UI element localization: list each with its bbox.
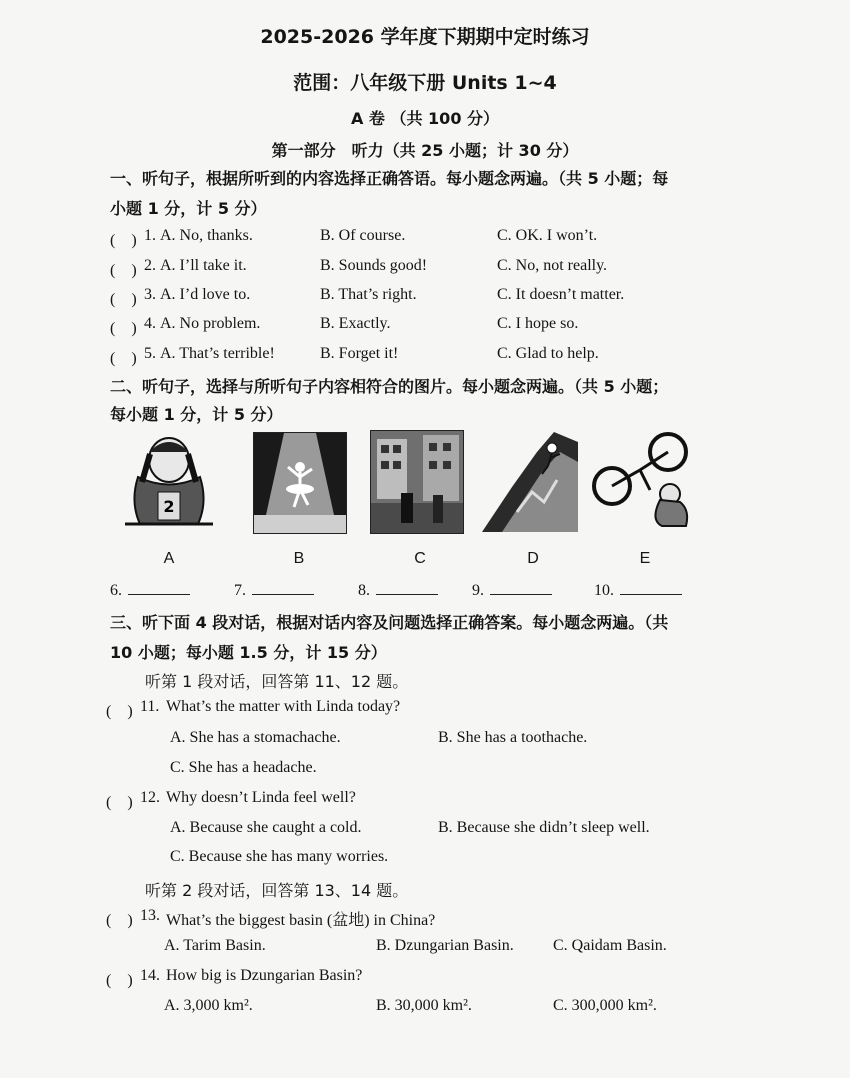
option-a: A. Because she caught a cold. <box>170 819 362 836</box>
answer-blank[interactable] <box>490 580 552 595</box>
option-c: C. She has a headache. <box>170 759 317 776</box>
picture-label-e: E <box>639 550 651 567</box>
blank-number: 8. <box>358 582 370 599</box>
option-b: B. She has a toothache. <box>438 729 588 746</box>
answer-paren[interactable]: ( ) <box>110 350 137 367</box>
blank-number: 6. <box>110 582 122 599</box>
blank-item[interactable] <box>358 580 438 600</box>
question-text: Why doesn’t Linda feel well? <box>166 789 356 806</box>
option-b: B. Sounds good! <box>320 257 428 274</box>
item-number: 1. <box>144 227 156 244</box>
answer-paren[interactable]: ( ) <box>106 703 133 720</box>
item-number: 5. <box>144 345 156 362</box>
picture-label-a: A <box>163 550 175 567</box>
option-c: C. Glad to help. <box>497 345 599 362</box>
question-number: 12. <box>140 789 160 806</box>
option-c: C. No, not really. <box>497 257 608 274</box>
question-number: 13. <box>140 907 160 924</box>
svg-text:2: 2 <box>163 497 175 516</box>
section2-heading-line1: 二、听句子，选择与所听句子内容相符合的图片。每小题念两遍。（共 5 小题； <box>110 377 669 396</box>
paper-label: A 卷 （共 100 分） <box>350 109 500 128</box>
option-a: A. That’s terrible! <box>160 345 275 362</box>
option-a: A. Tarim Basin. <box>164 937 266 954</box>
option-a: A. No, thanks. <box>160 227 253 244</box>
option-c: C. I hope so. <box>497 315 579 332</box>
item-number: 2. <box>144 257 156 274</box>
question-text: What’s the matter with Linda today? <box>166 698 401 715</box>
picture-a-boy-headache <box>120 432 218 532</box>
blank-item[interactable] <box>110 580 190 600</box>
answer-blank[interactable] <box>376 580 438 595</box>
picture-label-b: B <box>293 550 305 567</box>
option-a: A. 3,000 km². <box>164 997 253 1014</box>
option-a: A. I’ll take it. <box>160 257 247 274</box>
option-b: B. Exactly. <box>320 315 391 332</box>
part-heading: 第一部分 听力（共 25 小题；计 30 分） <box>271 141 579 160</box>
answer-paren[interactable]: ( ) <box>110 262 137 279</box>
option-b: B. Forget it! <box>320 345 399 362</box>
option-c: C. Qaidam Basin. <box>553 937 667 954</box>
section1-heading-line2: 小题 1 分，计 5 分） <box>110 199 267 218</box>
section1-heading-line1: 一、听句子，根据所听到的内容选择正确答语。每小题念两遍。（共 5 小题；每 <box>110 169 669 188</box>
blank-item[interactable] <box>234 580 314 600</box>
option-c: C. It doesn’t matter. <box>497 286 625 303</box>
picture-c-street-buildings <box>370 430 464 534</box>
section3-heading-line2: 10 小题；每小题 1.5 分，计 15 分） <box>110 643 387 662</box>
question-text: How big is Dzungarian Basin? <box>166 967 363 984</box>
option-b: B. Of course. <box>320 227 406 244</box>
dialog2-instruction: 听第 2 段对话，回答第 13、14 题。 <box>145 881 409 900</box>
option-a: A. I’d love to. <box>160 286 251 303</box>
option-b: B. Dzungarian Basin. <box>376 937 514 954</box>
section3-heading-line1: 三、听下面 4 段对话，根据对话内容及问题选择正确答案。每小题念两遍。（共 <box>110 613 669 632</box>
option-c: C. OK. I won’t. <box>497 227 598 244</box>
picture-d-mountain-climbing <box>482 432 578 532</box>
item-number: 3. <box>144 286 156 303</box>
answer-paren[interactable]: ( ) <box>106 794 133 811</box>
option-a: A. No problem. <box>160 315 261 332</box>
question-number: 11. <box>140 698 160 715</box>
blank-item[interactable] <box>594 580 682 600</box>
blank-item[interactable] <box>472 580 552 600</box>
answer-paren[interactable]: ( ) <box>110 291 137 308</box>
exam-title: 2025-2026 学年度下期期中定时练习 <box>260 26 590 48</box>
exam-scope: 范围：八年级下册 Units 1~4 <box>293 72 557 94</box>
blank-number: 7. <box>234 582 246 599</box>
option-b: B. That’s right. <box>320 286 417 303</box>
answer-paren[interactable]: ( ) <box>106 912 133 929</box>
option-a: A. She has a stomachache. <box>170 729 341 746</box>
picture-b-ballet-dancer <box>253 432 347 534</box>
item-number: 4. <box>144 315 156 332</box>
option-c: C. Because she has many worries. <box>170 848 389 865</box>
option-c: C. 300,000 km². <box>553 997 657 1014</box>
answer-blank[interactable] <box>620 580 682 595</box>
option-b: B. 30,000 km². <box>376 997 472 1014</box>
question-number: 14. <box>140 967 160 984</box>
blank-number: 9. <box>472 582 484 599</box>
blank-number: 10. <box>594 582 614 599</box>
dialog1-instruction: 听第 1 段对话，回答第 11、12 题。 <box>145 672 409 691</box>
answer-paren[interactable]: ( ) <box>106 972 133 989</box>
picture-label-c: C <box>414 550 426 567</box>
section2-heading-line2: 每小题 1 分，计 5 分） <box>110 405 283 424</box>
picture-e-bike-accident <box>590 430 698 532</box>
option-b: B. Because she didn’t sleep well. <box>438 819 650 836</box>
answer-paren[interactable]: ( ) <box>110 320 137 337</box>
answer-paren[interactable]: ( ) <box>110 232 137 249</box>
picture-label-d: D <box>527 550 539 567</box>
answer-blank[interactable] <box>128 580 190 595</box>
answer-blank[interactable] <box>252 580 314 595</box>
question-text: What’s the biggest basin (盆地) in China? <box>166 912 436 929</box>
